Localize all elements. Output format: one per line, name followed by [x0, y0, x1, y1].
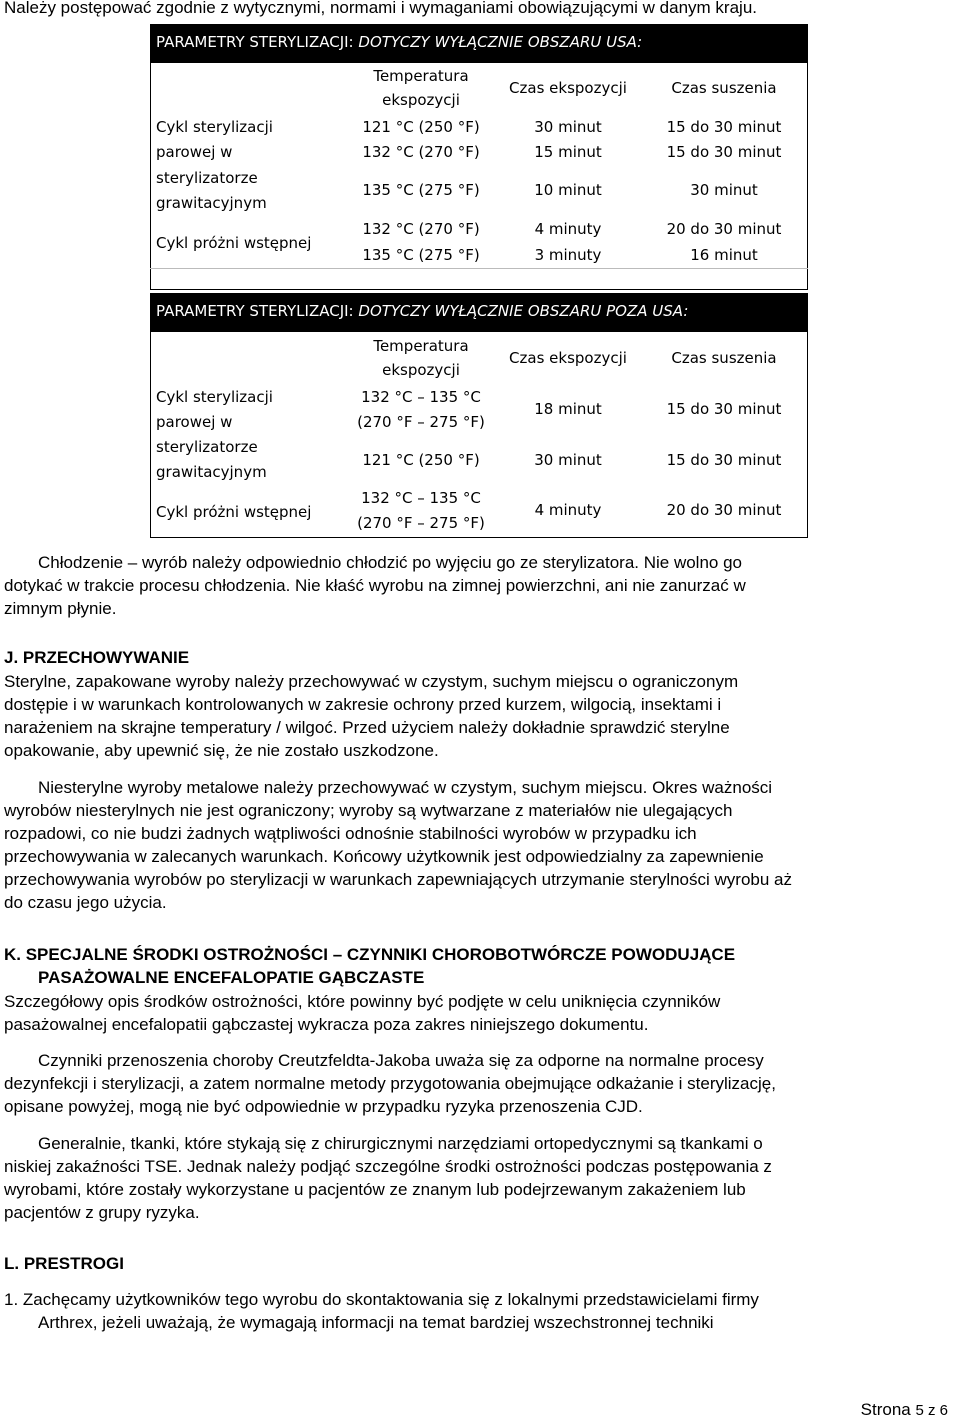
table1-row1-dry: 15 do 30 minut: [666, 118, 782, 136]
table2-header-dry: Czas suszenia: [671, 349, 777, 367]
section-j-p1-line-3: narażeniem na skrajne temperatury / wilgoć. Przed użyciem należy dokładnie sprawdzić sterylne: [4, 718, 730, 737]
section-l-item1-line-1: 1. Zachęcamy użytkowników tego wyrobu do skontaktowania się z lokalnymi przedstawicielami firmy: [4, 1290, 759, 1309]
page-number-label: Strona: [860, 1400, 916, 1419]
table1-group2-label: Cykl próżni wstępnej: [156, 234, 312, 252]
table1-header-dry: Czas suszenia: [671, 79, 777, 97]
section-j-p1-line-4: opakowanie, aby upewnić się, że nie zostało uszkodzone.: [4, 741, 439, 760]
table1-row3-temp: 135 °C (275 °F): [362, 181, 480, 199]
table2-group1-label-1: Cykl sterylizacji: [156, 388, 273, 406]
section-j-heading: J. PRZECHOWYWANIE: [4, 648, 190, 667]
table1-title-prefix: PARAMETRY STERYLIZACJI:: [156, 33, 359, 51]
table2-group1-label-4: grawitacyjnym: [156, 463, 267, 481]
table2-row2-time: 30 minut: [534, 451, 602, 469]
page-number-of: z: [923, 1402, 940, 1419]
table2-row1-temp-1: 132 °C – 135 °C: [361, 388, 481, 406]
table1-row4-dry: 20 do 30 minut: [666, 220, 782, 238]
table1-header-temp-2: ekspozycji: [382, 91, 460, 109]
table1-row1-time: 30 minut: [534, 118, 602, 136]
table1-row3-time: 10 minut: [534, 181, 602, 199]
section-k-p1-line-1: Szczegółowy opis środków ostrożności, które powinny być podjęte w celu uniknięcia czynników: [4, 992, 721, 1011]
section-j-p1-line-2: dostępie i w warunkach kontrolowanych w zakresie ochrony przed kurzem, wilgocią, insektami i: [4, 695, 722, 714]
section-k-p2-line-3: opisane powyżej, mogą nie być odpowiednie w przypadku ryzyka przenoszenia CJD.: [4, 1097, 643, 1116]
table2-row3-temp-1: 132 °C – 135 °C: [361, 489, 481, 507]
table2-row1-time: 18 minut: [534, 400, 602, 418]
table1-row4-time: 4 minuty: [534, 220, 602, 238]
section-k-heading-1: K. SPECJALNE ŚRODKI OSTROŻNOŚCI – CZYNNIKI CHOROBOTWÓRCZE POWODUJĄCE: [4, 945, 736, 964]
table1-group1-label-3: sterylizatorze: [156, 169, 258, 187]
table1-row2-dry: 15 do 30 minut: [666, 143, 782, 161]
table2-header-temp-1: Temperatura: [373, 337, 469, 355]
table2-row3-time: 4 minuty: [534, 501, 602, 519]
table2-row3-dry: 20 do 30 minut: [666, 501, 782, 519]
section-l-heading: L. PRESTROGI: [4, 1254, 124, 1273]
section-k-heading-2: PASAŻOWALNE ENCEFALOPATIE GĄBCZASTE: [38, 968, 425, 987]
table2-row2-temp: 121 °C (250 °F): [362, 451, 480, 469]
table2-group1-label-2: parowej w: [156, 413, 233, 431]
section-k-p2-line-2: dezynfekcji i sterylizacji, a zatem normalne metody przygotowania obejmujące odkażanie i sterylizację,: [4, 1074, 776, 1093]
section-j-p2-line-5: przechowywania wyrobów po sterylizacji w warunkach zapewniających utrzymanie sterylności wyrobu aż: [4, 870, 792, 889]
table1-header-time: Czas ekspozycji: [509, 79, 627, 97]
table1-bottom-divider: [150, 268, 808, 269]
table2-group2-label: Cykl próżni wstępnej: [156, 503, 312, 521]
section-j-p1-line-1: Sterylne, zapakowane wyroby należy przechowywać w czystym, suchym miejscu o ograniczonym: [4, 672, 739, 691]
table1-title-italic: DOTYCZY WYŁĄCZNIE OBSZARU USA:: [358, 33, 643, 51]
table2-title-italic: DOTYCZY WYŁĄCZNIE OBSZARU POZA USA:: [358, 302, 689, 320]
table1-title: [150, 24, 808, 62]
section-k-p3-line-2: niskiej zakaźności TSE. Jednak należy podjąć szczególne środki ostrożności podczas postępowania z: [4, 1157, 772, 1176]
table2-row1-dry: 15 do 30 minut: [666, 400, 782, 418]
table1-row5-time: 3 minuty: [534, 246, 602, 264]
table1-row4-temp: 132 °C (270 °F): [362, 220, 480, 238]
section-k-p3-line-4: pacjentów z grupy ryzyka.: [4, 1203, 200, 1222]
section-j-p2-line-1: Niesterylne wyroby metalowe należy przechowywać w czystym, suchym miejscu. Okres ważności: [38, 778, 773, 797]
table2-group1-label-3: sterylizatorze: [156, 438, 258, 456]
table1-row5-dry: 16 minut: [690, 246, 758, 264]
table2-header-temp-2: ekspozycji: [382, 361, 460, 379]
table1-row3-dry: 30 minut: [690, 181, 758, 199]
table1-row2-time: 15 minut: [534, 143, 602, 161]
table2-header-time: Czas ekspozycji: [509, 349, 627, 367]
section-j-p2-line-2: wyrobów niesterylnych nie jest ograniczony; wyroby są wytwarzane z materiałów nie ulegających: [4, 801, 733, 820]
page-number-current: 5: [915, 1402, 924, 1419]
table2-row2-dry: 15 do 30 minut: [666, 451, 782, 469]
cooling-line-2: dotykać w trakcie procesu chłodzenia. Nie kłaść wyrobu na zimnej powierzchni, ani nie zanurzać w: [4, 576, 746, 595]
table1-row1-temp: 121 °C (250 °F): [362, 118, 480, 136]
section-j-p2-line-3: rozpadowi, co nie budzi żadnych wątpliwości odnośnie stabilności wyrobów w przypadku ich: [4, 824, 697, 843]
table2-row1-temp-2: (270 °F – 275 °F): [357, 413, 485, 431]
table2-row3-temp-2: (270 °F – 275 °F): [357, 514, 485, 532]
section-k-p3-line-1: Generalnie, tkanki, które stykają się z chirurgicznymi narzędziami ortopedycznymi są tkankami o: [38, 1134, 763, 1153]
table1-group1-label-1: Cykl sterylizacji: [156, 118, 273, 136]
section-k-p3-line-3: wyrobami, które zostały wykorzystane u pacjentów ze znanym lub podejrzewanym zakażeniem lub: [4, 1180, 746, 1199]
section-l-item1-line-2: Arthrex, jeżeli uważają, że wymagają informacji na temat bardziej wszechstronnej techniki: [38, 1313, 714, 1332]
table1-group1-label-4: grawitacyjnym: [156, 194, 267, 212]
cooling-line-3: zimnym płynie.: [4, 599, 117, 618]
table1-row2-temp: 132 °C (270 °F): [362, 143, 480, 161]
intro-line: Należy postępować zgodnie z wytycznymi, normami i wymaganiami obowiązującymi w danym kraju.: [4, 0, 758, 17]
section-k-p2-line-1: Czynniki przenoszenia choroby Creutzfeldta-Jakoba uważa się za odporne na normalne procesy: [38, 1051, 764, 1070]
section-j-p2-line-4: przechowywania w zalecanych warunkach. Końcowy użytkownik jest odpowiedzialny za zapewnienie: [4, 847, 764, 866]
table1-group1-label-2: parowej w: [156, 143, 233, 161]
page-number-total: 6: [939, 1402, 948, 1419]
section-j-p2-line-6: do czasu jego użycia.: [4, 893, 167, 912]
cooling-line-1: Chłodzenie – wyrób należy odpowiednio chłodzić po wyjęciu go ze sterylizatora. Nie wolno go: [38, 553, 742, 572]
table2-title-prefix: PARAMETRY STERYLIZACJI:: [156, 302, 359, 320]
table1-header-temp-1: Temperatura: [373, 67, 469, 85]
page-number: [861, 1400, 948, 1420]
table1-row5-temp: 135 °C (275 °F): [362, 246, 480, 264]
section-k-p1-line-2: pasażowalnej encefalopatii gąbczastej wykracza poza zakres niniejszego dokumentu.: [4, 1015, 649, 1034]
table2-title: [150, 293, 808, 331]
